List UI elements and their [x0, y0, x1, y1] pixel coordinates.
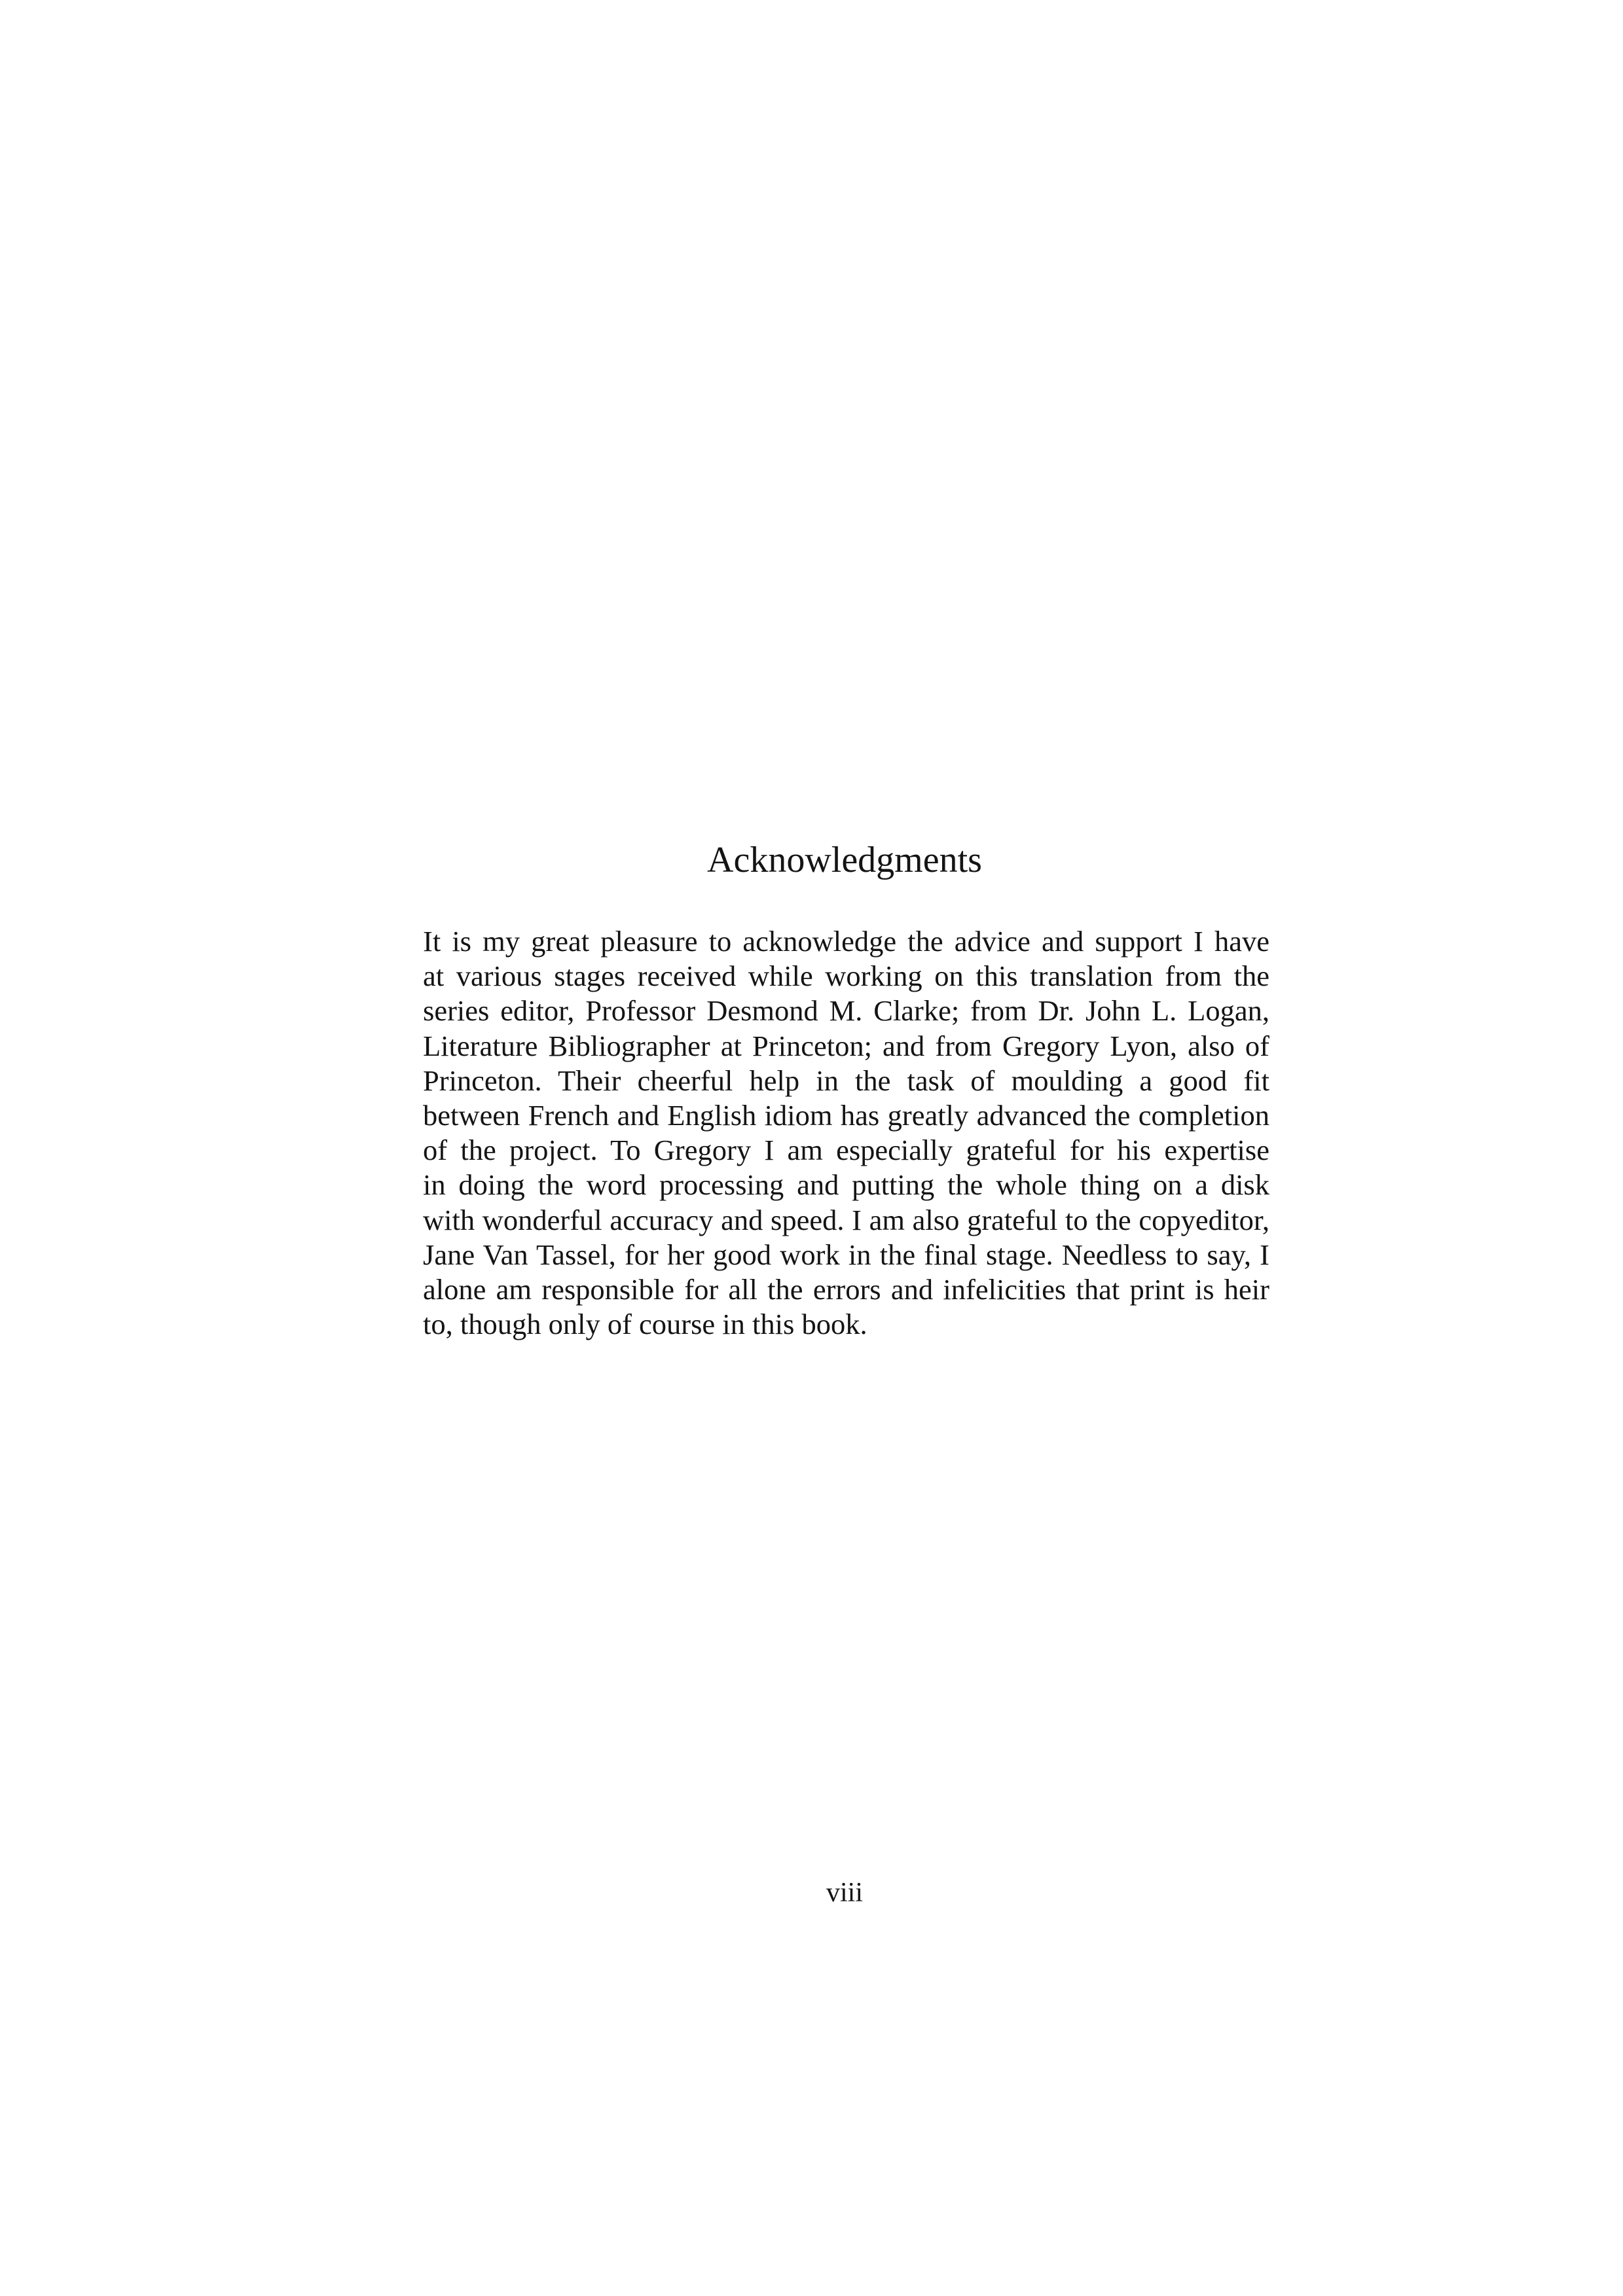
- paragraph-line: to, though only of course in this book.: [423, 1308, 867, 1341]
- page-title: Acknowledgments: [707, 840, 982, 880]
- paragraph-line: series editor, Professor Desmond M. Clarke; from Dr. John L. Logan,: [423, 994, 1269, 1028]
- paragraph-line: of the project. To Gregory I am especially grateful for his expertise: [423, 1134, 1269, 1167]
- paragraph-line: Literature Bibliographer at Princeton; and from Gregory Lyon, also of: [423, 1029, 1269, 1062]
- paragraph-line: between French and English idiom has greatly advanced the completion: [423, 1098, 1269, 1132]
- paragraph-line: alone am responsible for all the errors and infelicities that print is heir: [423, 1272, 1269, 1306]
- paragraph-line: in doing the word processing and putting the whole thing on a disk: [423, 1168, 1269, 1202]
- paragraph-line: It is my great pleasure to acknowledge the advice and support I have: [423, 925, 1269, 958]
- paragraph-line: at various stages received while working on this translation from the: [423, 960, 1269, 993]
- paragraph-line: Princeton. Their cheerful help in the task of moulding a good fit: [423, 1064, 1269, 1097]
- acknowledgments-paragraph: [423, 924, 1269, 1342]
- paragraph-line: with wonderful accuracy and speed. I am also grateful to the copyeditor,: [423, 1203, 1269, 1236]
- page-number: viii: [826, 1878, 863, 1908]
- paragraph-line: Jane Van Tassel, for her good work in the final stage. Needless to say, I: [423, 1238, 1269, 1271]
